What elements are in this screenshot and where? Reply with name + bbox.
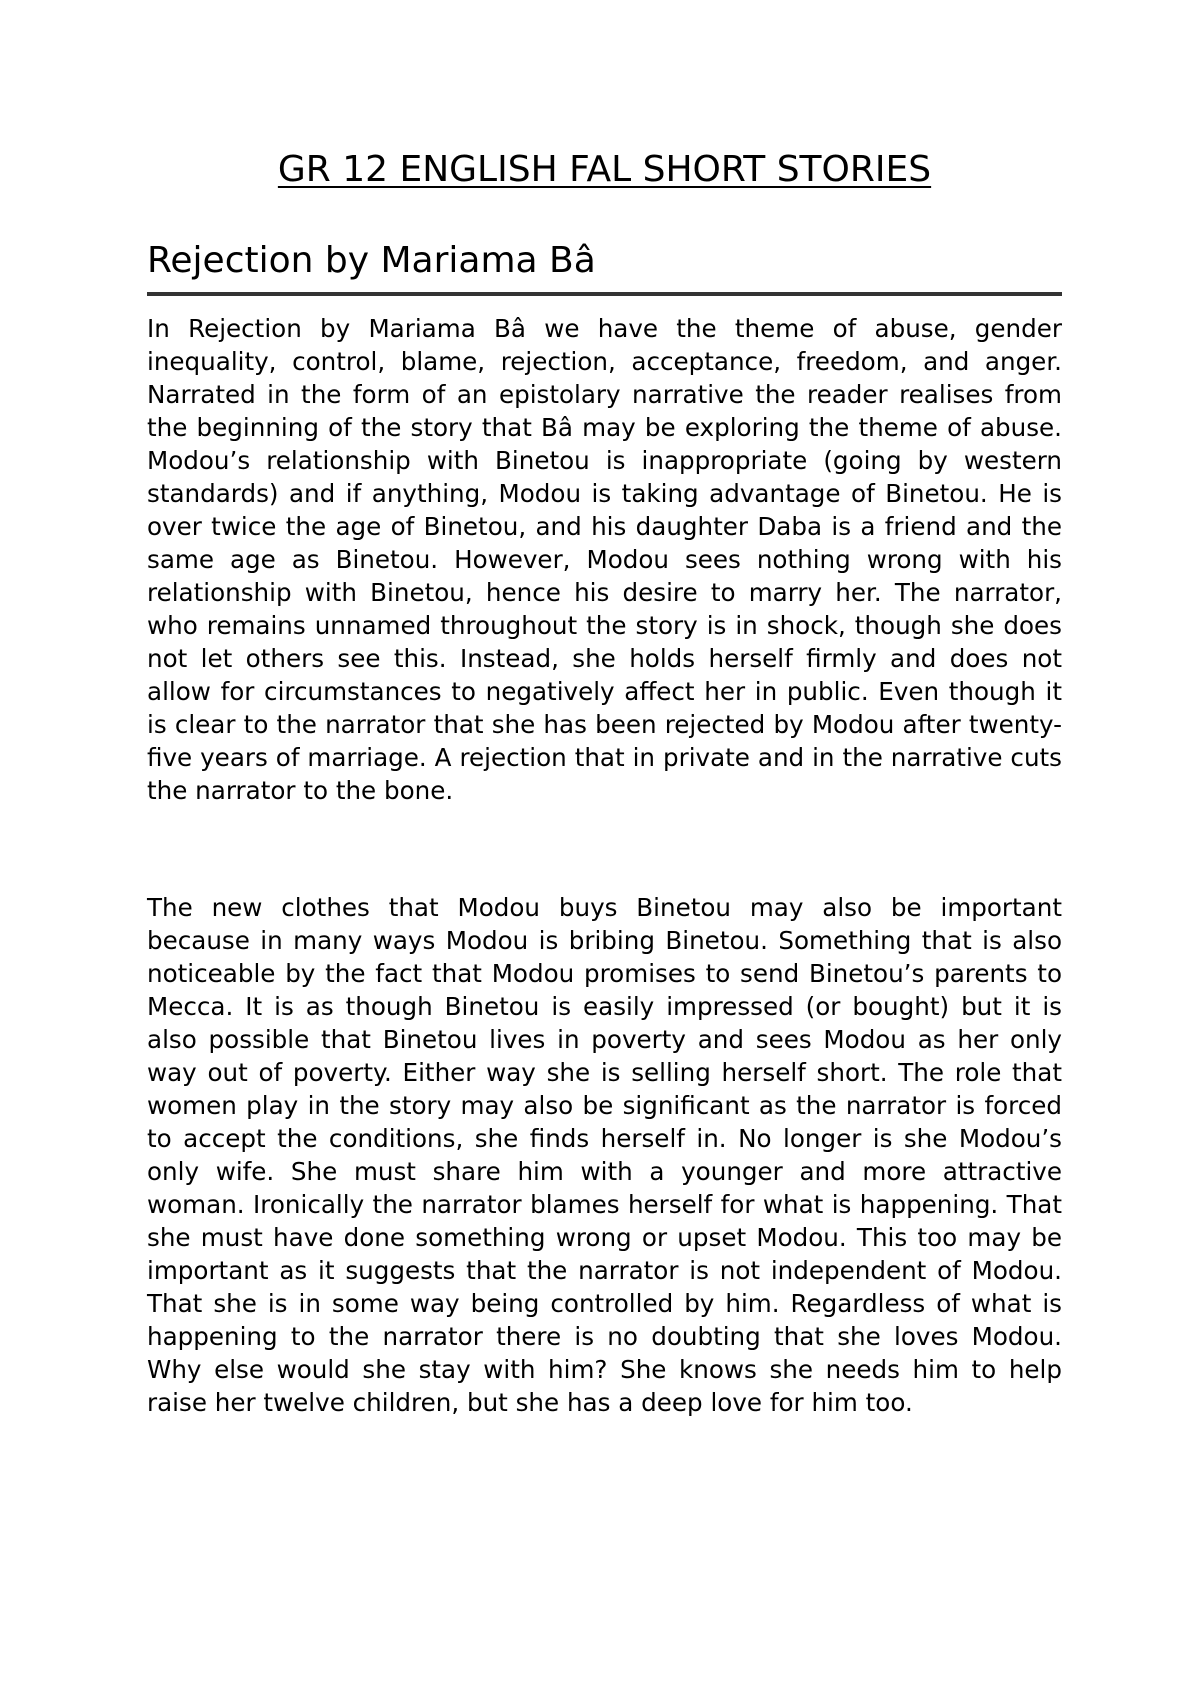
document-title: GR 12 ENGLISH FAL SHORT STORIES xyxy=(277,149,932,190)
body-paragraph-2: The new clothes that Modou buys Binetou may also be important because in many ways Modou is bribing Binetou. Something that is also noticeable by the fact that Modou promises to send Binetou’s parents to Mecca. It is as though Binetou is easily impressed (or bought) but it is also possible that Binetou lives in poverty and sees Modou as her only way out of poverty. Either way she is selling herself short. The role that women play in the story may also be significant as the narrator is forced to accept the conditions, she finds herself in. No longer is she Modou’s only wife. She must share him with a younger and more attractive woman. Ironically the narrator blames herself for what is happening. That she must have done something wrong or upset Modou. This too may be important as it suggests that the narrator is not independent of Modou. That she is in some way being controlled by him. Regardless of what is happening to the narrator there is no doubting that she loves Modou. Why else would she stay with him? She knows she needs him to help raise her twelve children, but she has a deep love for him too. xyxy=(147,893,1062,1417)
body-paragraph-1: In Rejection by Mariama Bâ we have the theme of abuse, gender inequality, control, blame, rejection, acceptance, freedom, and anger. Narrated in the form of an epistolary narrative the reader realises from the beginning of the story that Bâ may be exploring the theme of abuse. Modou’s relationship with Binetou is inappropriate (going by western standards) and if anything, Modou is taking advantage of Binetou. He is over twice the age of Binetou, and his daughter Daba is a friend and the same age as Binetou. However, Modou sees nothing wrong with his relationship with Binetou, hence his desire to marry her. The narrator, who remains unnamed throughout the story is in shock, though she does not let others see this. Instead, she holds herself firmly and does not allow for circumstances to negatively affect her in public. Even though it is clear to the narrator that she has been rejected by Modou after twenty-five years of marriage. A rejection that in private and in the narrative cuts the narrator to the bone. xyxy=(147,314,1062,805)
section-heading: Rejection by Mariama Bâ xyxy=(147,238,1062,296)
